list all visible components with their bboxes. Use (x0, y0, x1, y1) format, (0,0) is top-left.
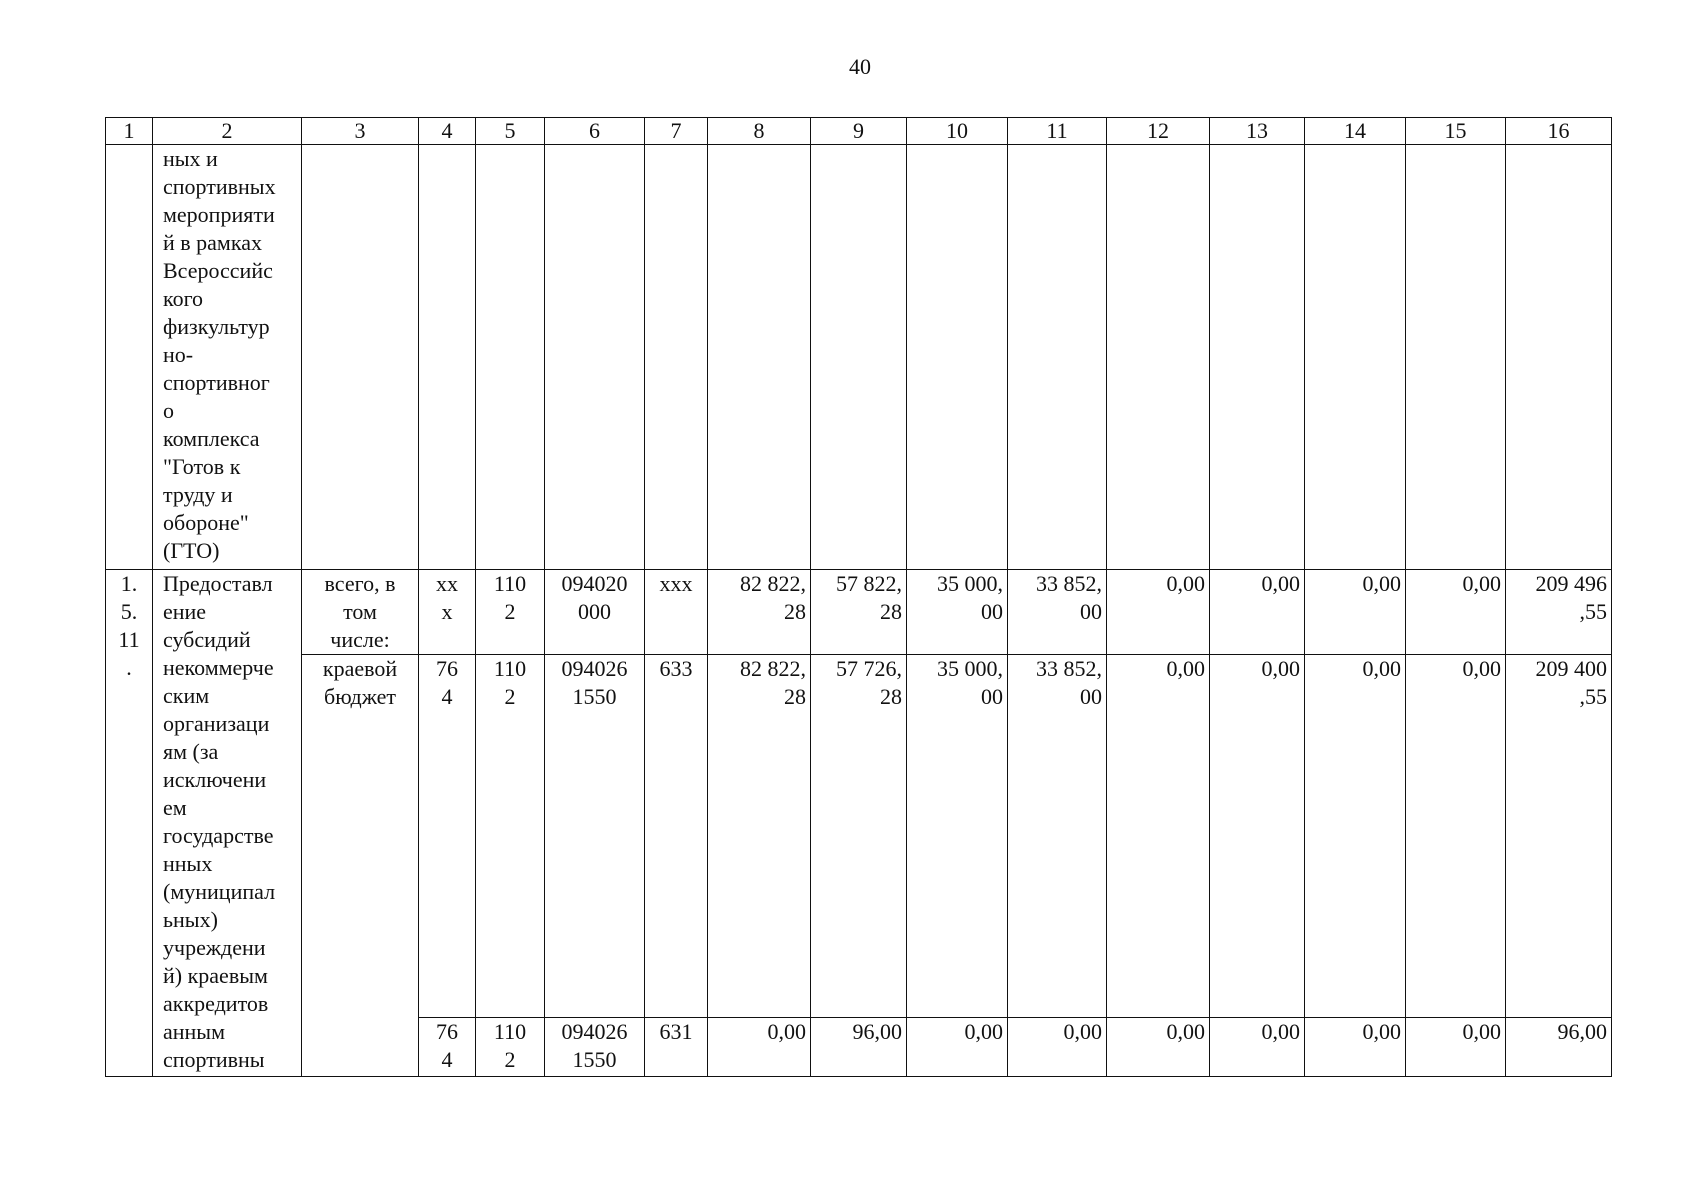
col-header-16: 16 (1506, 118, 1612, 145)
cell-col-8: 82 822, 28 (708, 655, 811, 1018)
funding-source: краевой бюджет (302, 655, 419, 1077)
cell-col-12: 0,00 (1107, 655, 1210, 1018)
table-row (106, 570, 1612, 655)
cell-empty (645, 145, 708, 570)
cell-col-15: 0,00 (1406, 1018, 1506, 1077)
cell-col-16: 209 400 ,55 (1506, 655, 1612, 1018)
col-header-1: 1 (106, 118, 153, 145)
cell-empty (106, 145, 153, 570)
col-header-14: 14 (1305, 118, 1406, 145)
col-header-2: 2 (153, 118, 302, 145)
cell-col-4: 76 4 (419, 655, 476, 1018)
cell-col-12: 0,00 (1107, 1018, 1210, 1077)
measure-name-continued: ных и спортивных мероприяти й в рамках Всероссийс кого физкультур но- спортивног о комплекса "Готов к труду и обороне" (ГТО) (153, 145, 302, 570)
measure-name: Предоставл ение субсидий некоммерче ским организаци ям (за исключени ем государстве нных (муниципал ьных) учреждени й) краевым аккредитов анным спортивны (153, 570, 302, 1077)
cell-empty (419, 145, 476, 570)
continuation-row (106, 145, 1612, 570)
cell-col-7: 631 (645, 1018, 708, 1077)
col-header-5: 5 (476, 118, 545, 145)
cell-col-12: 0,00 (1107, 570, 1210, 655)
cell-col-10: 35 000, 00 (907, 570, 1008, 655)
cell-col-9: 57 822, 28 (811, 570, 907, 655)
cell-empty (1008, 145, 1107, 570)
cell-col-13: 0,00 (1210, 655, 1305, 1018)
cell-col-6: 094026 1550 (545, 1018, 645, 1077)
col-header-13: 13 (1210, 118, 1305, 145)
cell-col-4: 76 4 (419, 1018, 476, 1077)
cell-col-15: 0,00 (1406, 570, 1506, 655)
cell-col-6: 094026 1550 (545, 655, 645, 1018)
col-header-10: 10 (907, 118, 1008, 145)
cell-col-13: 0,00 (1210, 1018, 1305, 1077)
cell-empty (1305, 145, 1406, 570)
cell-col-10: 0,00 (907, 1018, 1008, 1077)
cell-col-16: 209 496 ,55 (1506, 570, 1612, 655)
row-number: 1. 5. 11 . (106, 570, 153, 1077)
col-header-6: 6 (545, 118, 645, 145)
cell-col-6: 094020 000 (545, 570, 645, 655)
cell-col-5: 110 2 (476, 655, 545, 1018)
cell-empty (476, 145, 545, 570)
cell-col-14: 0,00 (1305, 1018, 1406, 1077)
cell-col-16: 96,00 (1506, 1018, 1612, 1077)
budget-table (105, 117, 1612, 1077)
cell-empty (1406, 145, 1506, 570)
cell-empty (1506, 145, 1612, 570)
cell-col-11: 33 852, 00 (1008, 570, 1107, 655)
col-header-7: 7 (645, 118, 708, 145)
cell-empty (1107, 145, 1210, 570)
cell-col-7: ххх (645, 570, 708, 655)
cell-empty (811, 145, 907, 570)
cell-col-5: 110 2 (476, 1018, 545, 1077)
cell-empty (907, 145, 1008, 570)
cell-col-7: 633 (645, 655, 708, 1018)
col-header-11: 11 (1008, 118, 1107, 145)
table-row (106, 655, 1612, 1018)
cell-col-9: 96,00 (811, 1018, 907, 1077)
column-number-row (106, 118, 1612, 145)
cell-col-8: 0,00 (708, 1018, 811, 1077)
cell-col-10: 35 000, 00 (907, 655, 1008, 1018)
col-header-12: 12 (1107, 118, 1210, 145)
cell-col-11: 0,00 (1008, 1018, 1107, 1077)
cell-empty (708, 145, 811, 570)
cell-col-14: 0,00 (1305, 655, 1406, 1018)
cell-col-11: 33 852, 00 (1008, 655, 1107, 1018)
cell-col-9: 57 726, 28 (811, 655, 907, 1018)
cell-empty (302, 145, 419, 570)
funding-source: всего, в том числе: (302, 570, 419, 655)
cell-col-4: хх х (419, 570, 476, 655)
col-header-15: 15 (1406, 118, 1506, 145)
col-header-3: 3 (302, 118, 419, 145)
cell-empty (545, 145, 645, 570)
cell-col-14: 0,00 (1305, 570, 1406, 655)
cell-col-15: 0,00 (1406, 655, 1506, 1018)
cell-col-5: 110 2 (476, 570, 545, 655)
col-header-8: 8 (708, 118, 811, 145)
page-number: 40 (849, 54, 871, 79)
col-header-4: 4 (419, 118, 476, 145)
cell-empty (1210, 145, 1305, 570)
col-header-9: 9 (811, 118, 907, 145)
cell-col-8: 82 822, 28 (708, 570, 811, 655)
cell-col-13: 0,00 (1210, 570, 1305, 655)
